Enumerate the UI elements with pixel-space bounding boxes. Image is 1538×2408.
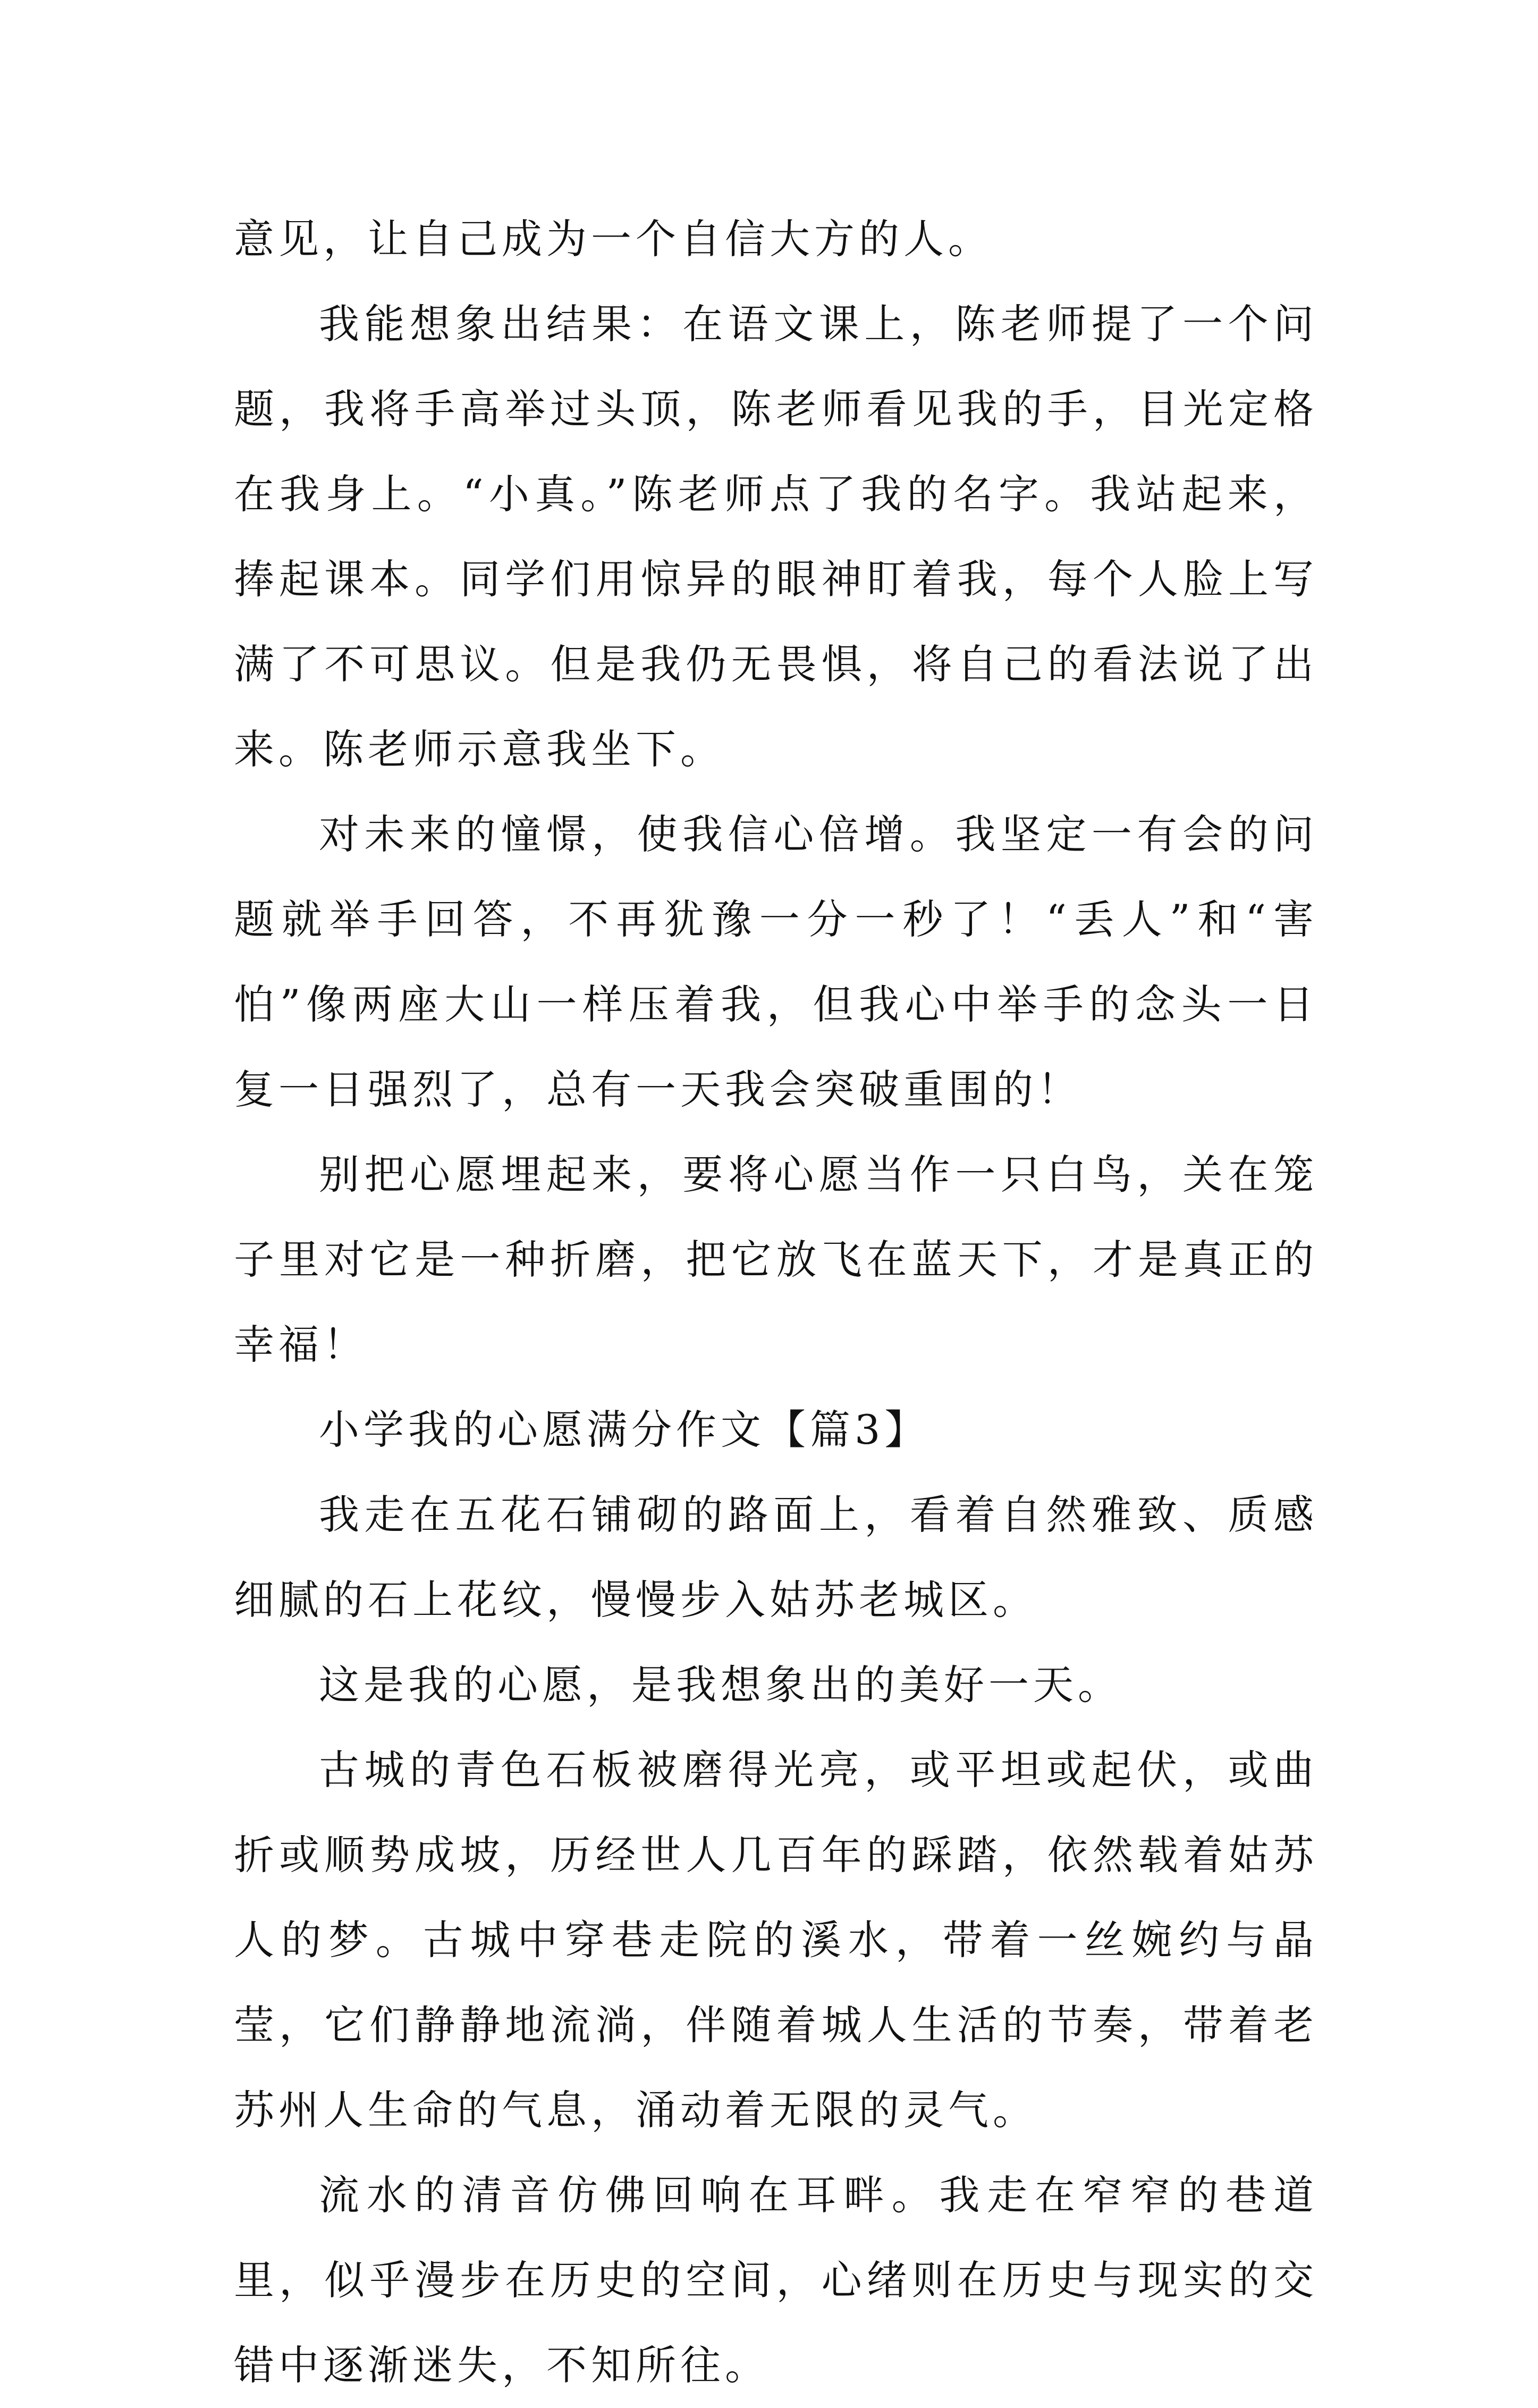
paragraph-flowing-water: 流水的清音仿佛回响在耳畔。我走在窄窄的巷道里，似乎漫步在历史的空间，心绪则在历史与现实的交错中逐渐迷失，不知所往。 xyxy=(234,2171,1318,2389)
paragraph-wish-bird: 别把心愿埋起来，要将心愿当作一只白鸟，关在笼子里对它是一种折磨，把它放飞在蓝天下，才是真正的幸福！ xyxy=(234,1151,1318,1368)
document-page xyxy=(234,197,1318,2408)
paragraph-stone-road: 我走在五花石铺砌的路面上，看着自然雅致、质感细腻的石上花纹，慢慢步入姑苏老城区。 xyxy=(234,1491,1318,1623)
section-heading: 小学我的心愿满分作文【篇3】 xyxy=(319,1406,929,1453)
paragraph-future-hope: 对未来的憧憬，使我信心倍增。我坚定一有会的问题就举手回答，不再犹豫一分一秒了！“丢人”和“害怕”像两座大山一样压着我，但我心中举手的念头一日复一日强烈了，总有一天我会突破重围的！ xyxy=(234,811,1318,1113)
paragraph-ancient-city: 古城的青色石板被磨得光亮，或平坦或起伏，或曲折或顺势成坡，历经世人几百年的踩踏，依然载着姑苏人的梦。古城中穿巷走院的溪水，带着一丝婉约与晶莹，它们静静地流淌，伴随着城人生活的节奏，带着老苏州人生命的气息，涌动着无限的灵气。 xyxy=(234,1746,1318,2134)
paragraph-my-wish: 这是我的心愿，是我想象出的美好一天。 xyxy=(319,1661,1122,1708)
paragraph-imagined-result: 我能想象出结果：在语文课上，陈老师提了一个问题，我将手高举过头顶，陈老师看见我的手，目光定格在我身上。“小真。”陈老师点了我的名字。我站起来，捧起课本。同学们用惊异的眼神盯着我，每个人脸上写满了不可思议。但是我仍无畏惧，将自己的看法说了出来。陈老师示意我坐下。 xyxy=(234,300,1318,773)
paragraph-continuation: 意见，让自己成为一个自信大方的人。 xyxy=(234,215,993,263)
